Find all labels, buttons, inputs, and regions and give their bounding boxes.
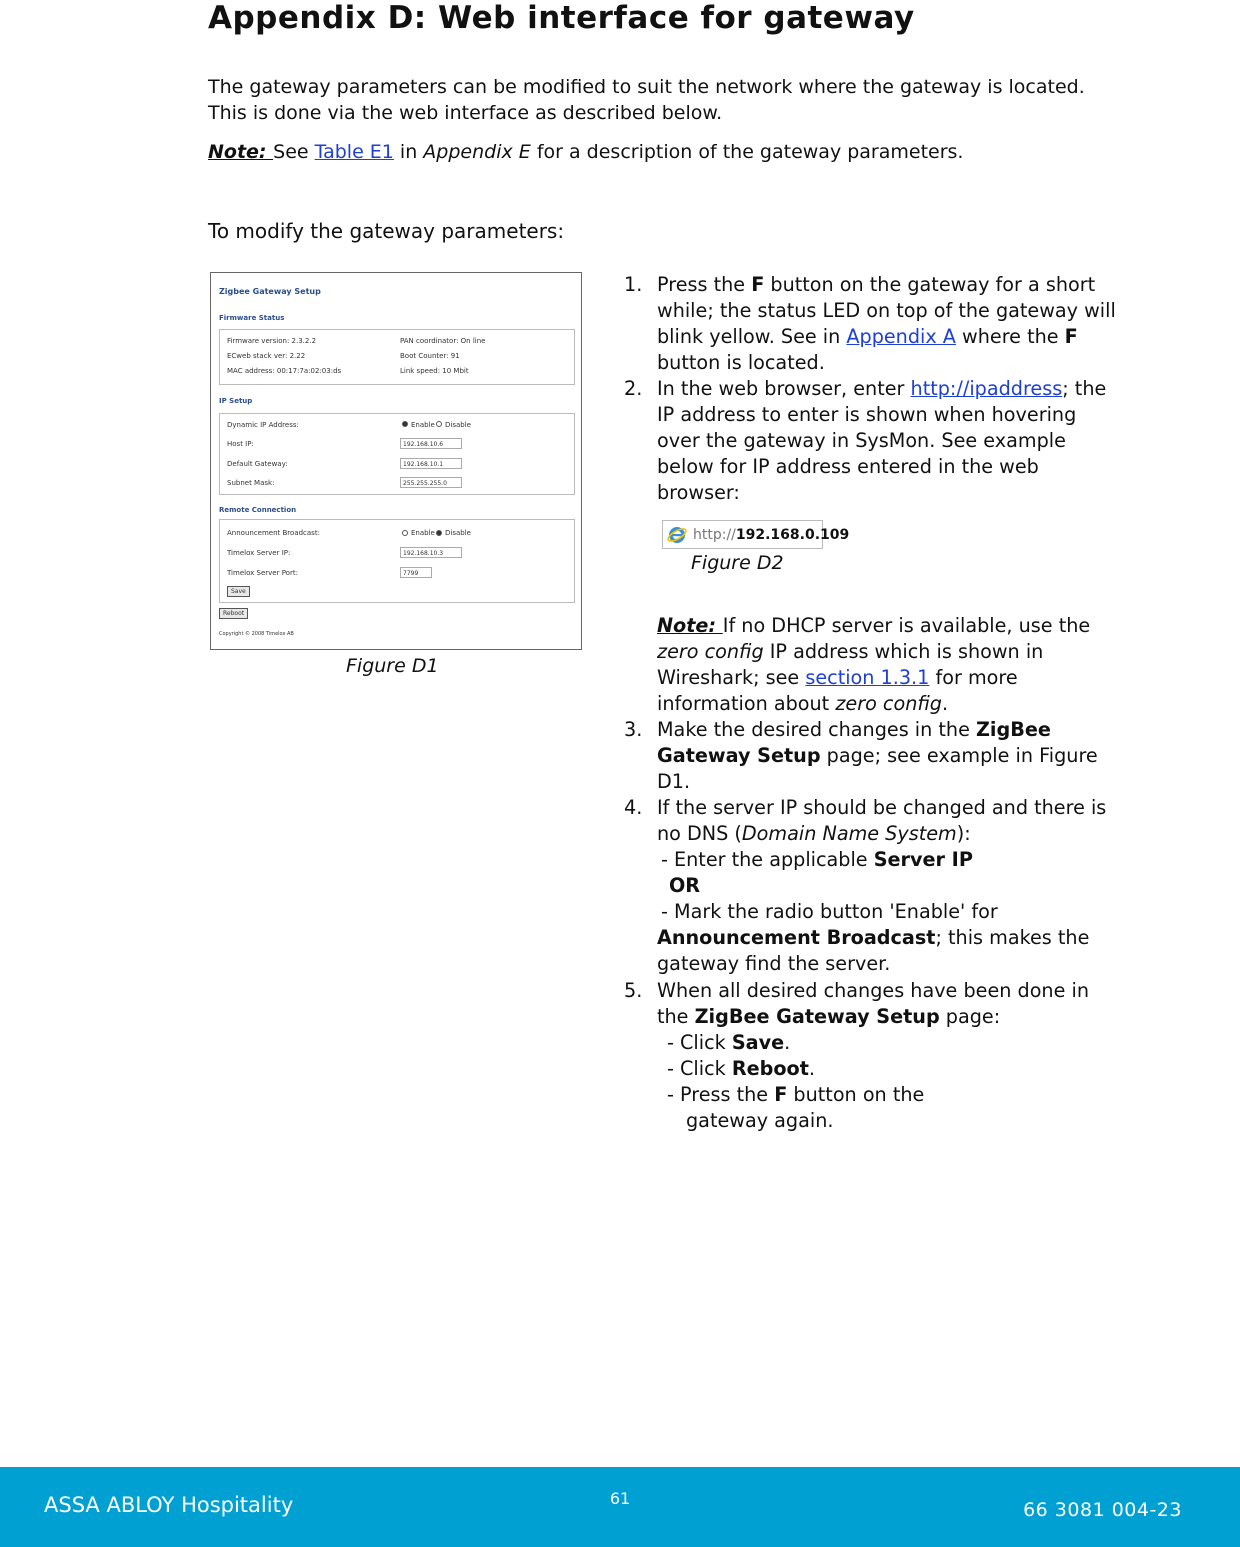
zigbee-gateway-setup-term: ZigBee Gateway Setup [657,718,1051,767]
figure-d1-caption: Figure D1 [346,655,439,677]
document-number: 66 3081 004-23 [1023,1499,1182,1521]
zero-config-term: zero config [835,692,942,715]
step-number: 2. [624,377,643,400]
server-ip-input[interactable]: 192.168.10.3 [400,547,462,558]
host-ip-input[interactable]: 192.168.10.6 [400,438,462,449]
note-label: Note: [657,614,723,637]
dns-term: Domain Name System [741,822,957,845]
url-host: 192.168.0.109 [735,527,850,543]
pan-coordinator: PAN coordinator: On line [400,337,486,345]
text: - Press the [667,1083,775,1106]
host-ip-label: Host IP: [227,440,254,448]
step-text [657,376,1117,506]
announcement-broadcast-label: Announcement Broadcast: [227,529,320,537]
page-number: 61 [609,1489,631,1508]
dynamic-ip-disable-radio[interactable] [436,421,442,427]
text: If the server IP should be changed and there is no DNS ( [657,796,1107,845]
note-appendix-ref: Appendix E [423,141,531,163]
or-text: OR [669,874,701,897]
boot-counter: Boot Counter: 91 [400,352,460,360]
section-1-3-1-link[interactable]: section 1.3.1 [805,666,930,689]
server-port-label: Timelox Server Port: [227,569,298,577]
text: page; see example in Figure D1. [657,744,1098,793]
firmware-version: Firmware version: 2.3.2.2 [227,337,317,345]
internet-explorer-icon [667,525,687,545]
step-text [657,795,1117,977]
dynamic-ip-enable-label: Enable [411,421,435,429]
announcement-enable-label: Enable [411,529,435,537]
ip-setup-header: IP Setup [219,397,253,405]
step-text [657,717,1117,795]
text: When all desired changes have been done in the [657,979,1089,1028]
step-text [657,272,1117,376]
page-title: Appendix D: Web interface for gateway [208,0,915,36]
dynamic-ip-enable-radio[interactable] [402,421,408,427]
note-text: for a description of the gateway parameters. [530,141,964,163]
f-key: F [1064,325,1078,348]
remote-connection-section [219,519,575,603]
text: button is located. [657,351,825,374]
save-button[interactable]: Save [227,586,250,597]
reboot-term: Reboot [731,1057,809,1080]
address-text [693,527,849,543]
step-text [657,978,1117,1134]
figure-d2-caption: Figure D2 [691,552,784,574]
text: where the [955,325,1065,348]
table-e1-link[interactable]: Table E1 [314,141,394,163]
text: . [941,692,949,715]
text: ; this makes the gateway find the server. [657,926,1090,975]
announcement-disable-label: Disable [445,529,471,537]
appendix-a-link[interactable]: Appendix A [846,325,956,348]
text: - Mark the radio button 'Enable' for [661,900,998,923]
remote-connection-header: Remote Connection [219,506,297,514]
note-text: See [273,141,315,163]
text: Press the [657,273,752,296]
reboot-button[interactable]: Reboot [219,608,248,619]
to-modify-heading: To modify the gateway parameters: [208,219,565,243]
announcement-broadcast-term: Announcement Broadcast [657,926,936,949]
announcement-enable-radio[interactable] [402,530,408,536]
text: . [784,1031,791,1054]
dynamic-ip-disable-label: Disable [445,421,471,429]
text: page: [939,1005,1001,1028]
f-key: F [774,1083,788,1106]
figure-d2-address-bar [662,520,850,549]
page-footer [0,1467,1240,1547]
default-gateway-input[interactable]: 192.168.10.1 [400,458,462,469]
default-gateway-label: Default Gateway: [227,460,288,468]
ipaddress-link[interactable]: http://ipaddress [910,377,1063,400]
step-number: 5. [624,979,643,1002]
f-key: F [751,273,765,296]
text: - Click [667,1031,732,1054]
ecweb-stack-version: ECweb stack ver: 2.22 [227,352,306,360]
note-paragraph [208,139,963,165]
note-label: Note: [208,141,274,163]
ip-setup-section [219,413,575,495]
subnet-mask-label: Subnet Mask: [227,479,275,487]
server-ip-term: Server IP [873,848,973,871]
text: Make the desired changes in the [657,718,976,741]
text: - Enter the applicable [661,848,874,871]
text: ; the IP address to enter is shown when hovering over the gateway in SysMon. See example below for IP address entered in the web browser: [657,377,1107,504]
server-port-input[interactable]: 7799 [400,567,432,578]
copyright-text: Copyright © 2008 Timelox AB [219,631,294,637]
subnet-mask-input[interactable]: 255.255.255.0 [400,477,462,488]
step-number: 4. [624,796,643,819]
firmware-status-header: Firmware Status [219,314,285,322]
brand-name: ASSA ABLOY Hospitality [44,1493,294,1517]
text: button on the [787,1083,925,1106]
text: IP address which is shown in Wireshark; see [657,640,1044,689]
text: button on the gateway for a short while; the status LED on top of the gateway will blink yellow. See in [657,273,1116,348]
zigbee-gateway-setup-term: ZigBee Gateway Setup [694,1005,940,1028]
figure-d1-screenshot [210,272,582,650]
url-prefix: http:// [693,527,736,543]
setup-page-title: Zigbee Gateway Setup [219,287,321,296]
text: - Click [667,1057,732,1080]
mac-address: MAC address: 00:17:7a:02:03:ds [227,367,342,375]
link-speed: Link speed: 10 Mbit [400,367,469,375]
intro-paragraph: The gateway parameters can be modified to suit the network where the gateway is located. This is done via the web interface as described below. [208,76,1085,124]
zero-config-term: zero config [657,640,764,663]
text: . [808,1057,816,1080]
text: gateway again. [686,1109,834,1132]
text: ): [956,822,971,845]
server-ip-label: Timelox Server IP: [227,549,291,557]
text: If no DHCP server is available, use the [722,614,1091,637]
note-2-text [657,613,1117,717]
save-term: Save [731,1031,785,1054]
text: In the web browser, enter [657,377,911,400]
announcement-disable-radio[interactable] [436,530,442,536]
dynamic-ip-label: Dynamic IP Address: [227,421,299,429]
text: for more information about [657,666,1018,715]
step-number: 3. [624,718,643,741]
step-number: 1. [624,273,643,296]
note-text: in [393,141,424,163]
firmware-status-section [219,329,575,385]
